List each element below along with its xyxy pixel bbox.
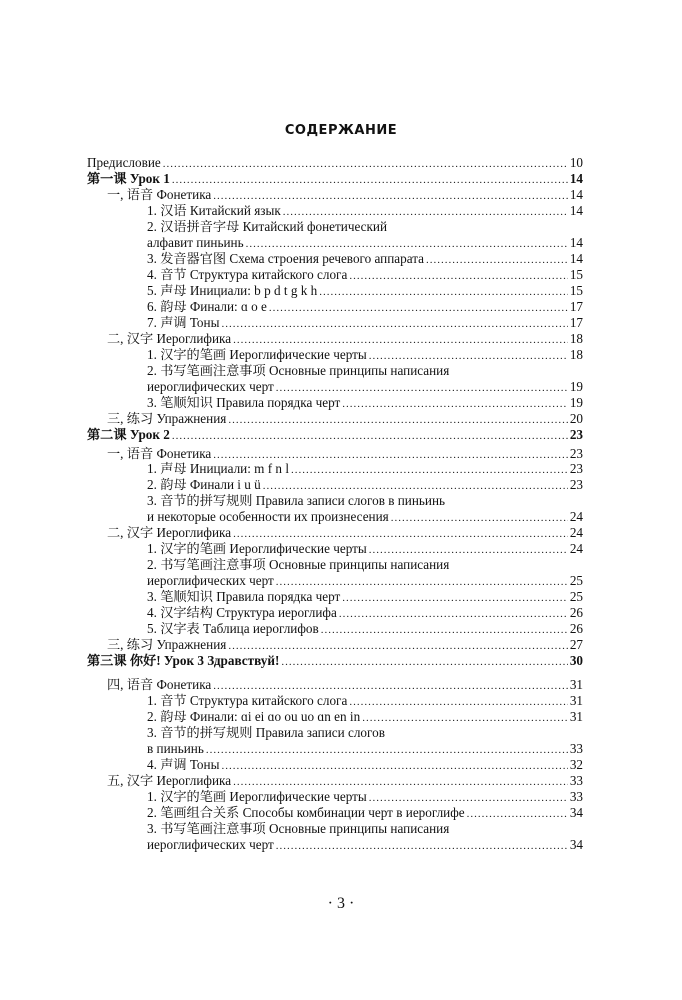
toc-page-number: 19 bbox=[569, 379, 583, 394]
toc-page-number: 17 bbox=[569, 299, 583, 314]
dot-leader bbox=[362, 710, 568, 726]
toc-entry-text: 2. 韵母 Финали: ɑi ei ɑo ou uo ɑn en in bbox=[147, 709, 361, 724]
toc-subsection-entry bbox=[147, 757, 583, 773]
toc-entry-continuation bbox=[147, 741, 583, 757]
toc-page-number: 19 bbox=[569, 395, 583, 410]
toc-page-number: 23 bbox=[569, 461, 583, 476]
dot-leader bbox=[342, 590, 568, 606]
toc-page-number: 17 bbox=[569, 315, 583, 330]
dot-leader bbox=[228, 638, 567, 654]
dot-leader bbox=[233, 332, 568, 348]
toc-page-number: 30 bbox=[569, 653, 583, 668]
toc-page-number: 27 bbox=[569, 637, 583, 652]
toc-entry-text: алфавит пиньинь bbox=[147, 235, 244, 250]
dot-leader bbox=[221, 758, 567, 774]
toc-page-number: 18 bbox=[569, 347, 583, 362]
dot-leader bbox=[246, 236, 568, 252]
toc-entry-text: 4. 汉字结构 Структура иероглифа bbox=[147, 605, 337, 620]
dot-leader bbox=[283, 204, 568, 220]
dot-leader bbox=[291, 462, 568, 478]
toc-entry-text: 一, 语音 Фонетика bbox=[107, 187, 212, 202]
toc-page-number: 34 bbox=[569, 837, 583, 852]
toc-entry-text: 第一课 Урок 1 bbox=[87, 171, 170, 186]
toc-entry-text: 1. 汉字的笔画 Иероглифические черты bbox=[147, 347, 367, 362]
dot-leader bbox=[172, 428, 568, 444]
dot-leader bbox=[276, 380, 568, 396]
toc-section-entry bbox=[107, 446, 583, 462]
toc-entry-text: 2. 笔画组合关系 Способы комбинации черт в иероглифе bbox=[147, 805, 465, 820]
toc-entry-text: 3. 笔顺知识 Правила порядка черт bbox=[147, 589, 341, 604]
dot-leader bbox=[206, 742, 568, 758]
toc-entry-continuation bbox=[147, 509, 583, 525]
toc-page-number: 25 bbox=[569, 589, 583, 604]
toc-lesson-entry bbox=[87, 653, 583, 669]
toc-subsection-entry bbox=[147, 493, 583, 509]
page-number: · 3 · bbox=[327, 895, 355, 912]
toc-section-entry bbox=[107, 773, 583, 789]
toc-subsection-entry bbox=[147, 709, 583, 725]
toc-entry-text: 第三课 你好! Урок 3 Здравствуй! bbox=[87, 653, 280, 668]
toc-page-number: 18 bbox=[569, 331, 583, 346]
toc-subsection-entry bbox=[147, 789, 583, 805]
toc-subsection-entry bbox=[147, 605, 583, 621]
toc-subsection-entry bbox=[147, 557, 583, 573]
toc-entry-text: иероглифических черт bbox=[147, 379, 274, 394]
toc-page-number: 14 bbox=[569, 187, 583, 202]
toc-entry-text: 四, 语音 Фонетика bbox=[107, 677, 212, 692]
toc-page-number: 26 bbox=[569, 605, 583, 620]
toc-entry-text: 2. 书写笔画注意事项 Основные принципы написания bbox=[147, 363, 450, 378]
toc-entry-text: 1. 汉字的笔画 Иероглифические черты bbox=[147, 789, 367, 804]
dot-leader bbox=[233, 526, 568, 542]
toc-page-number: 26 bbox=[569, 621, 583, 636]
toc-entry-text: 1. 汉字的笔画 Иероглифические черты bbox=[147, 541, 367, 556]
toc-section-entry bbox=[107, 677, 583, 693]
dot-leader bbox=[349, 268, 567, 284]
toc-page-number: 14 bbox=[569, 235, 583, 250]
dot-leader bbox=[228, 412, 567, 428]
toc-subsection-entry bbox=[147, 283, 583, 299]
toc-section-entry bbox=[107, 331, 583, 347]
toc-entry-text: иероглифических черт bbox=[147, 837, 274, 852]
toc-lesson-entry bbox=[87, 171, 583, 187]
dot-leader bbox=[172, 172, 568, 188]
toc-entry-text: 三, 练习 Упражнения bbox=[107, 637, 227, 652]
toc-entry-continuation bbox=[147, 379, 583, 395]
toc-subsection-entry bbox=[147, 219, 583, 235]
toc-entry-text: 2. 书写笔画注意事项 Основные принципы написания bbox=[147, 557, 450, 572]
dot-leader bbox=[163, 156, 568, 172]
toc-subsection-entry bbox=[147, 725, 583, 741]
toc-page-number: 23 bbox=[569, 446, 583, 461]
dot-leader bbox=[213, 678, 568, 694]
toc-page-number: 15 bbox=[569, 283, 583, 298]
toc-subsection-entry bbox=[147, 805, 583, 821]
toc-entry-text: 2. 汉语拼音字母 Китайский фонетический bbox=[147, 219, 388, 234]
dot-leader bbox=[221, 316, 567, 332]
toc-section-entry bbox=[107, 411, 583, 427]
toc-page-number: 33 bbox=[569, 789, 583, 804]
toc-entry-text: 三, 练习 Упражнения bbox=[107, 411, 227, 426]
dot-leader bbox=[391, 510, 568, 526]
toc-subsection-entry bbox=[147, 267, 583, 283]
dot-leader bbox=[276, 838, 568, 854]
toc-entry-text: Предисловие bbox=[87, 155, 161, 170]
toc-entry-text: 第二课 Урок 2 bbox=[87, 427, 170, 442]
dot-leader bbox=[321, 622, 568, 638]
dot-leader bbox=[426, 252, 568, 268]
toc-entry-text: 1. 声母 Инициали: m f n l bbox=[147, 461, 289, 476]
toc-page-number: 24 bbox=[569, 525, 583, 540]
toc-entry-text: 一, 语音 Фонетика bbox=[107, 446, 212, 461]
toc-entry-text: 7. 声调 Тоны bbox=[147, 315, 220, 330]
toc-entry-continuation bbox=[147, 837, 583, 853]
toc-entry-text: и некоторые особенности их произнесения bbox=[147, 509, 389, 524]
toc-subsection-entry bbox=[147, 363, 583, 379]
toc-subsection-entry bbox=[147, 621, 583, 637]
toc-subsection-entry bbox=[147, 251, 583, 267]
toc-entry-text: 3. 笔顺知识 Правила порядка черт bbox=[147, 395, 341, 410]
toc-entry-text: 3. 音节的拼写规则 Правила записи слогов bbox=[147, 725, 385, 740]
toc-lesson-entry bbox=[87, 427, 583, 443]
toc-entry-text: 3. 发音器官图 Схема строения речевого аппарата bbox=[147, 251, 425, 266]
toc-entry-text: 五, 汉字 Иероглифика bbox=[107, 773, 232, 788]
toc-subsection-entry bbox=[147, 821, 583, 837]
toc-subsection-entry bbox=[147, 589, 583, 605]
toc-page-number: 31 bbox=[569, 693, 583, 708]
toc-entry-text: 4. 音节 Структура китайского слога bbox=[147, 267, 348, 282]
toc-subsection-entry bbox=[147, 461, 583, 477]
toc-entry-text: 3. 音节的拼写规则 Правила записи слогов в пиньинь bbox=[147, 493, 446, 508]
toc-page-number: 24 bbox=[569, 541, 583, 556]
toc-entry-text: 二, 汉字 Иероглифика bbox=[107, 331, 232, 346]
toc-page-number: 33 bbox=[569, 741, 583, 756]
toc-page-number: 33 bbox=[569, 773, 583, 788]
dot-leader bbox=[319, 284, 568, 300]
toc-page-number: 31 bbox=[569, 709, 583, 724]
toc-page-number: 20 bbox=[569, 411, 583, 426]
toc-entry-text: 3. 书写笔画注意事项 Основные принципы написания bbox=[147, 821, 450, 836]
toc-section-entry bbox=[107, 525, 583, 541]
toc-page-number: 23 bbox=[569, 427, 583, 442]
toc-entry-text: 1. 汉语 Китайский язык bbox=[147, 203, 281, 218]
toc-subsection-entry bbox=[147, 299, 583, 315]
toc-subsection-entry bbox=[147, 477, 583, 493]
dot-leader bbox=[342, 396, 568, 412]
toc-page-number: 24 bbox=[569, 509, 583, 524]
dot-leader bbox=[213, 188, 568, 204]
toc-page-number: 14 bbox=[569, 203, 583, 218]
toc-lesson-entry bbox=[87, 155, 583, 171]
toc-page-number: 32 bbox=[569, 757, 583, 772]
toc-page-number: 25 bbox=[569, 573, 583, 588]
toc-title: СОДЕРЖАНИЕ bbox=[284, 123, 398, 138]
toc-page-number: 31 bbox=[569, 677, 583, 692]
toc-entry-text: 4. 声调 Тоны bbox=[147, 757, 220, 772]
dot-leader bbox=[349, 694, 567, 710]
toc-page-number: 23 bbox=[569, 477, 583, 492]
toc-entry-text: 6. 韵母 Финали: ɑ o e bbox=[147, 299, 267, 314]
toc-entry-text: 2. 韵母 Финали i u ü bbox=[147, 477, 261, 492]
toc-subsection-entry bbox=[147, 347, 583, 363]
dot-leader bbox=[269, 300, 568, 316]
toc-page-number: 14 bbox=[569, 171, 583, 186]
toc-page-number: 15 bbox=[569, 267, 583, 282]
toc-entry-text: 二, 汉字 Иероглифика bbox=[107, 525, 232, 540]
toc-page-number: 34 bbox=[569, 805, 583, 820]
toc-subsection-entry bbox=[147, 203, 583, 219]
dot-leader bbox=[276, 574, 568, 590]
toc-entry-text: 5. 汉字表 Таблица иероглифов bbox=[147, 621, 319, 636]
toc-entry-text: 1. 音节 Структура китайского слога bbox=[147, 693, 348, 708]
dot-leader bbox=[467, 806, 568, 822]
toc-subsection-entry bbox=[147, 395, 583, 411]
toc-page-number: 10 bbox=[569, 155, 583, 170]
dot-leader bbox=[339, 606, 568, 622]
dot-leader bbox=[369, 348, 568, 364]
toc-page-number: 14 bbox=[569, 251, 583, 266]
toc-subsection-entry bbox=[147, 541, 583, 557]
toc-entry-text: в пиньинь bbox=[147, 741, 204, 756]
toc-section-entry bbox=[107, 187, 583, 203]
toc-entry-text: 5. 声母 Инициали: b p d t g k h bbox=[147, 283, 318, 298]
dot-leader bbox=[263, 478, 568, 494]
dot-leader bbox=[233, 774, 568, 790]
dot-leader bbox=[369, 790, 568, 806]
dot-leader bbox=[369, 542, 568, 558]
toc-subsection-entry bbox=[147, 693, 583, 709]
toc-entry-continuation bbox=[147, 235, 583, 251]
toc-subsection-entry bbox=[147, 315, 583, 331]
dot-leader bbox=[281, 654, 567, 670]
toc-section-entry bbox=[107, 637, 583, 653]
toc-entry-text: иероглифических черт bbox=[147, 573, 274, 588]
toc-entry-continuation bbox=[147, 573, 583, 589]
